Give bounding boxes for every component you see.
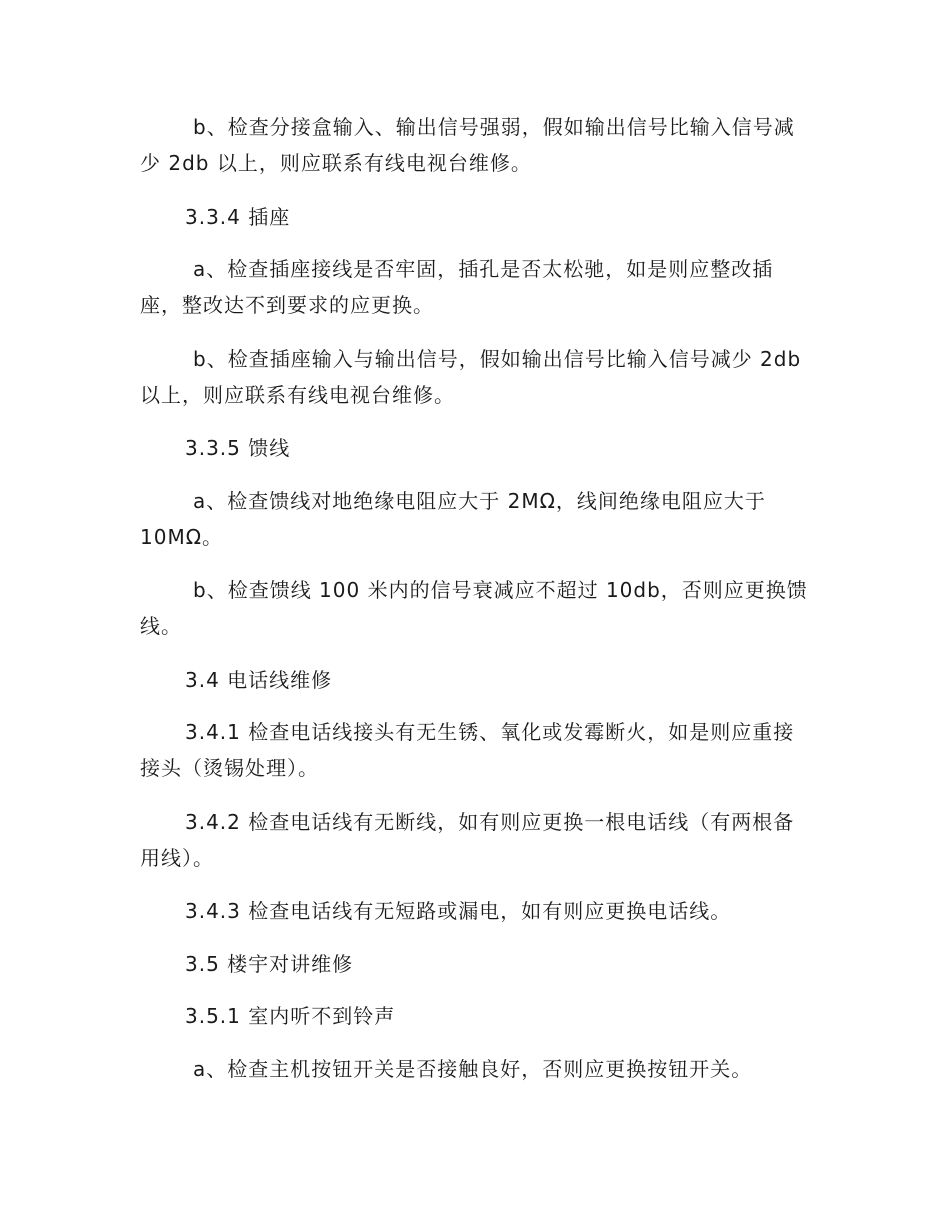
paragraph-socket-b: b、检查插座输入与输出信号，假如输出信号比输入信号减少 2db 以上，则应联系有线电视台维修。 [140,347,802,407]
paragraph-feeder-b: b、检查馈线 100 米内的信号衰减应不超过 10db，否则应更换馈线。 [140,578,808,638]
heading-3-4: 3.4 电话线维修 [185,668,333,692]
paragraph-feeder-a: a、检查馈线对地绝缘电阻应大于 2MΩ，线间绝缘电阻应大于 10MΩ。 [140,489,766,549]
paragraph-intercom-a: a、检查主机按钮开关是否接触良好，否则应更换按钮开关。 [193,1057,753,1081]
heading-3-5-1: 3.5.1 室内听不到铃声 [185,1004,396,1028]
heading-3-5: 3.5 楼宇对讲维修 [185,952,354,976]
paragraph-3-4-2: 3.4.2 检查电话线有无断线，如有则应更换一根电话线（有两根备用线）。 [140,810,795,870]
paragraph-3-4-1: 3.4.1 检查电话线接头有无生锈、氧化或发霉断火，如是则应重接接头（烫锡处理）。 [140,720,795,780]
paragraph-socket-a: a、检查插座接线是否牢固，插孔是否太松驰，如是则应整改插座，整改达不到要求的应更换。 [140,257,774,317]
heading-3-3-4: 3.3.4 插座 [185,205,291,229]
paragraph-junction-box-b: b、检查分接盒输入、输出信号强弱，假如输出信号比输入信号减少 2db 以上，则应联系有线电视台维修。 [140,115,795,175]
heading-3-3-5: 3.3.5 馈线 [185,436,291,460]
paragraph-3-4-3: 3.4.3 检查电话线有无短路或漏电，如有则应更换电话线。 [185,899,732,923]
